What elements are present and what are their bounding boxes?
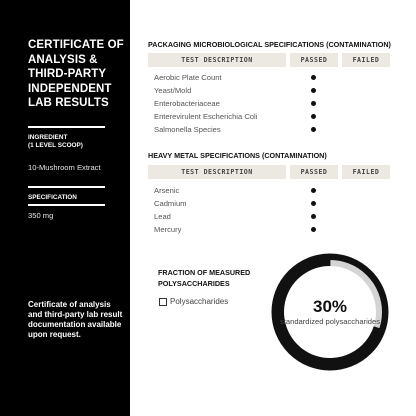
certificate-title: CERTIFICATE OF ANALYSIS & THIRD-PARTY INDEPENDENT LAB RESULTS [28, 39, 124, 109]
ingredient-sublabel: (1 LEVEL SCOOP) [28, 142, 83, 149]
legend-swatch [159, 298, 167, 306]
table-row: Arsenic [154, 186, 180, 195]
specification-label: SPECIFICATION [28, 194, 77, 201]
metal-header-passed: PASSED [290, 165, 338, 179]
divider [28, 126, 105, 128]
passed-dot [311, 101, 316, 106]
passed-dot [311, 114, 316, 119]
table-row: Cadmium [154, 199, 187, 208]
percent-caption: standardized polysaccharides [279, 317, 381, 326]
passed-dot [311, 88, 316, 93]
metal-section-title: HEAVY METAL SPECIFICATIONS (CONTAMINATION) [148, 151, 327, 160]
ingredient-label: INGREDIENT [28, 134, 68, 141]
table-row: Salmonella Species [154, 125, 221, 134]
availability-note: Certificate of analysis and third-party lab result documentation available upon request. [28, 300, 123, 339]
divider [28, 186, 105, 188]
micro-section-title: PACKAGING MICROBIOLOGICAL SPECIFICATIONS (CONTAMINATION) [148, 40, 391, 49]
left-panel [0, 0, 130, 416]
passed-dot [311, 75, 316, 80]
donut-center [270, 298, 390, 327]
passed-dot [311, 227, 316, 232]
percent-value: 30% [312, 297, 348, 316]
specification-value: 350 mg [28, 211, 54, 220]
table-row: Aerobic Plate Count [154, 73, 222, 82]
divider [28, 204, 105, 206]
fraction-title: FRACTION OF MEASURED POLYSACCHARIDES [158, 268, 251, 288]
table-row: Lead [154, 212, 171, 221]
passed-dot [311, 201, 316, 206]
micro-header-test: TEST DESCRIPTION [148, 53, 286, 67]
table-row: Enterobacteriaceae [154, 99, 220, 108]
metal-header-failed: FAILED [342, 165, 390, 179]
table-row: Mercury [154, 225, 182, 234]
passed-dot [311, 127, 316, 132]
metal-header-test: TEST DESCRIPTION [148, 165, 286, 179]
passed-dot [311, 188, 316, 193]
legend-label: Polysaccharides [170, 297, 229, 306]
micro-header-failed: FAILED [342, 53, 390, 67]
table-row: Enterevirulent Escherichia Coli [154, 112, 258, 121]
table-row: Yeast/Mold [154, 86, 192, 95]
micro-header-passed: PASSED [290, 53, 338, 67]
ingredient-value: 10-Mushroom Extract [28, 163, 101, 172]
passed-dot [311, 214, 316, 219]
